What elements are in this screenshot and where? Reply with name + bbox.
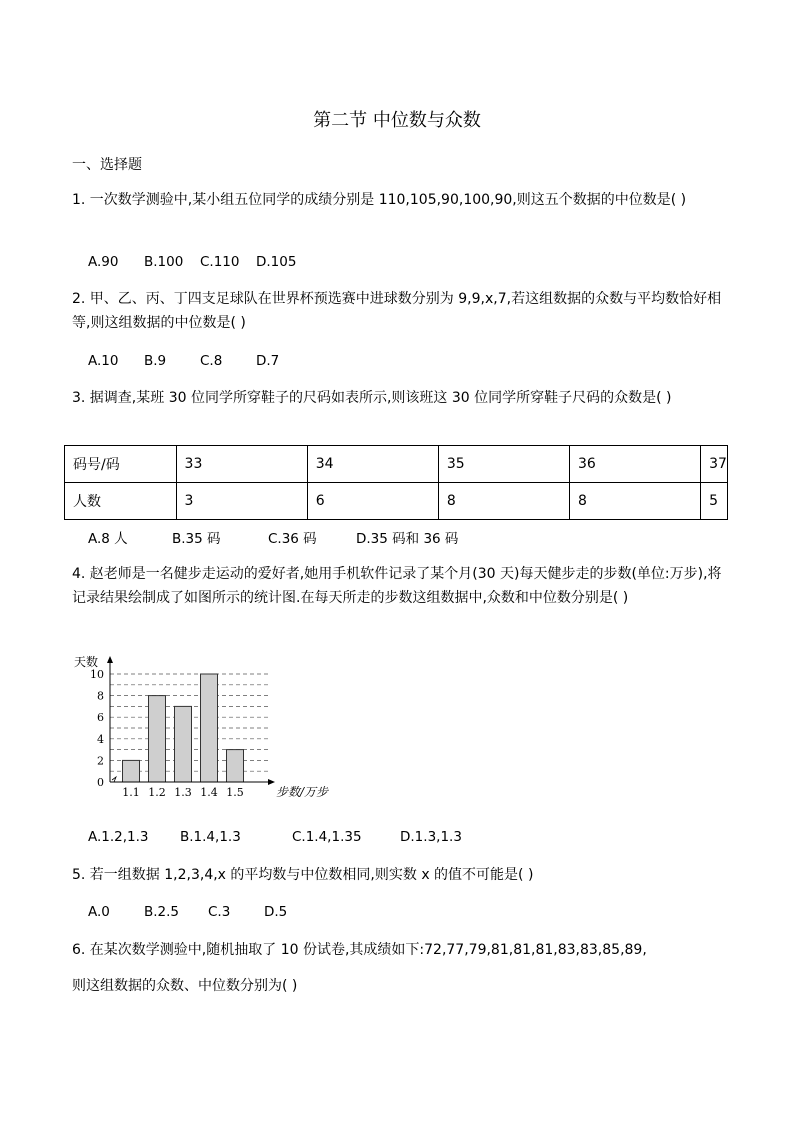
table-header-cell: 码号/码: [65, 446, 177, 483]
option-c: C.1.4,1.35: [292, 829, 362, 845]
shoe-size-table: [64, 445, 728, 520]
question-3: 3. 据调查,某班 30 位同学所穿鞋子的尺码如表所示,则该班这 30 位同学所穿鞋子尺码的众数是( ): [72, 390, 672, 406]
option-d: D.5: [264, 904, 288, 920]
option-d: D.105: [256, 254, 297, 270]
y-tick-label: 6: [97, 711, 104, 725]
y-tick-label: 0: [97, 776, 104, 789]
page-title: 第二节 中位数与众数: [313, 110, 481, 131]
table-cell: 36: [569, 446, 700, 483]
y-tick-label: 10: [90, 668, 104, 681]
y-tick-label: 2: [97, 754, 104, 768]
x-tick-label: 1.3: [174, 786, 192, 799]
table-cell: 34: [307, 446, 438, 483]
y-axis-arrow-icon: [107, 656, 113, 663]
option-d: D.1.3,1.3: [400, 829, 462, 845]
chart-x-tick-labels: [122, 786, 244, 799]
question-1-options: [88, 254, 296, 270]
x-tick-label: 1.5: [226, 786, 244, 799]
option-b: B.100: [144, 254, 184, 270]
question-6: 6. 在某次数学测验中,随机抽取了 10 份试卷,其成绩如下:72,77,79,81,81,81,83,83,85,89,: [72, 942, 647, 958]
bar-1.5: [227, 750, 244, 782]
option-b: B.35 码: [172, 531, 221, 547]
bar-1.2: [149, 696, 166, 782]
table-row: [65, 483, 728, 520]
question-4: 4. 赵老师是一名健步走运动的爱好者,她用手机软件记录了某个月(30 天)每天健步走的步数(单位:万步),将记录结果绘制成了如图所示的统计图.在每天所走的步数这组数据中,众数和中位数分别是( ): [72, 566, 722, 606]
chart-x-label: 步数/万步: [276, 785, 329, 799]
chart-y-tick-labels: [90, 668, 104, 789]
x-tick-label: 1.4: [200, 786, 218, 799]
table-cell: 37: [701, 446, 728, 483]
option-a: A.0: [88, 904, 110, 920]
bar-1.1: [123, 760, 140, 782]
x-axis-arrow-icon: [268, 779, 275, 785]
option-b: B.1.4,1.3: [180, 829, 241, 845]
question-5-options: [88, 904, 287, 920]
table-cell: 3: [176, 483, 307, 520]
option-c: C.36 码: [268, 531, 317, 547]
section-heading: 一、选择题: [72, 157, 142, 173]
option-c: C.110: [200, 254, 240, 270]
table-row-label: 人数: [65, 483, 177, 520]
option-d: D.7: [256, 353, 280, 369]
option-a: A.90: [88, 254, 119, 270]
option-d: D.35 码和 36 码: [356, 531, 459, 547]
table-cell: 6: [307, 483, 438, 520]
option-b: B.2.5: [144, 904, 180, 920]
steps-bar-chart: [68, 650, 329, 805]
table-row: [65, 446, 728, 483]
table-cell: 8: [438, 483, 569, 520]
table-cell: 35: [438, 446, 569, 483]
axis-break-icon: [112, 777, 116, 782]
table-cell: 33: [176, 446, 307, 483]
question-2: 2. 甲、乙、丙、丁四支足球队在世界杯预选赛中进球数分别为 9,9,x,7,若这组数据的众数与平均数恰好相等,则这组数据的中位数是( ): [72, 291, 722, 331]
table-cell: 8: [569, 483, 700, 520]
option-c: C.8: [200, 353, 223, 369]
y-tick-label: 4: [97, 732, 104, 746]
question-2-options: [88, 353, 279, 369]
question-4-options: [88, 829, 462, 845]
y-tick-label: 8: [97, 689, 104, 703]
x-tick-label: 1.2: [148, 786, 166, 799]
option-a: A.1.2,1.3: [88, 829, 149, 845]
option-a: A.10: [88, 353, 119, 369]
x-tick-label: 1.1: [122, 786, 140, 799]
option-a: A.8 人: [88, 531, 128, 547]
question-6-continued: 则这组数据的众数、中位数分别为( ): [72, 978, 298, 994]
table-cell: 5: [701, 483, 728, 520]
question-3-options: [88, 527, 458, 547]
bar-1.3: [175, 706, 192, 782]
chart-y-label: 天数: [74, 655, 99, 669]
option-c: C.3: [208, 904, 231, 920]
option-b: B.9: [144, 353, 167, 369]
question-1: 1. 一次数学测验中,某小组五位同学的成绩分别是 110,105,90,100,90,则这五个数据的中位数是( ): [72, 192, 687, 208]
question-5: 5. 若一组数据 1,2,3,4,x 的平均数与中位数相同,则实数 x 的值不可能是( ): [72, 867, 534, 883]
bar-1.4: [201, 674, 218, 782]
